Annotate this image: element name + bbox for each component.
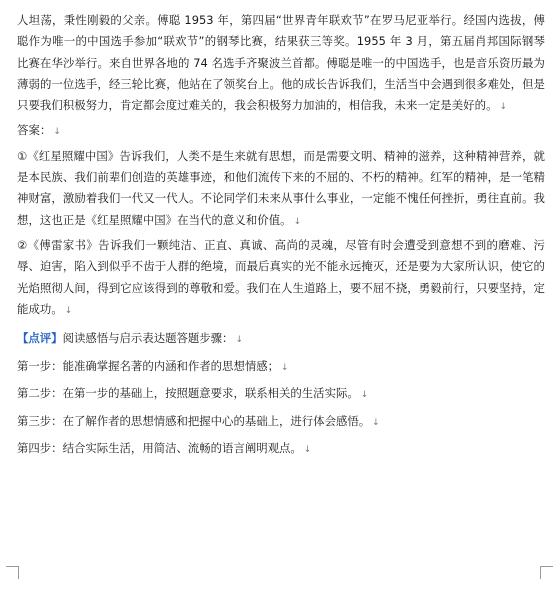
answer-heading <box>17 120 545 143</box>
answer-heading-text: 答案： <box>17 123 52 138</box>
answer-point-1-text: ①《红星照耀中国》告诉我们，人类不是生来就有思想，而是需要文明、精神的滋养，这种精神营养，就是本民族、我们前辈们创造的英雄事迹，和他们流传下来的不屈的、不朽的精神。红军的精神，是一笔精神财富，激励着我们一代又一代人。不论同学们未来从事什么事业，一定能不愧任何挫折，勇往直前。我想，这也正是《红星照耀中国》在当代的意义和价值。 <box>17 148 545 227</box>
page-corner-bottom-left-icon <box>6 566 19 579</box>
paragraph-mark-icon: ↓ <box>235 335 243 346</box>
step-line-1 <box>17 354 545 382</box>
step-line-4 <box>17 436 545 464</box>
answer-point-1 <box>17 146 545 233</box>
paragraph-mark-icon: ↓ <box>499 102 508 113</box>
paragraph-mark-icon: ↓ <box>360 390 369 401</box>
paragraph-mark-icon: ↓ <box>293 216 302 227</box>
step-line-2 <box>17 381 545 409</box>
step-text: 在了解作者的思想情感和把握中心的基础上，进行体会感悟。 <box>62 413 371 428</box>
story-paragraph <box>17 10 545 118</box>
step-text: 在第一步的基础上，按照题意要求，联系相关的生活实际。 <box>62 386 359 401</box>
paragraph-mark-icon: ↓ <box>303 445 312 456</box>
step-label: 第三步： <box>17 413 63 428</box>
answer-point-2-text: ②《傅雷家书》告诉我们一颗纯洁、正直、真诚、高尚的灵魂，尽管有时会遭受到意想不到的磨难、污辱、迫害，陷入到似乎不齿于人群的绝境，而最后真实的光不能永远掩灭，还是要为大家所认识，使它的光焰照彻人间，得到它应该得到的尊敬和爱。我们在人生道路上，要不屈不挠，勇毅前行，只要坚持，定能成功。 <box>17 237 545 316</box>
paragraph-mark-icon: ↓ <box>64 305 73 316</box>
comment-line <box>17 326 545 354</box>
comment-tag: 【点评】 <box>17 331 63 346</box>
step-label: 第二步： <box>17 386 63 401</box>
paragraph-mark-icon: ↓ <box>372 417 380 428</box>
step-text: 能准确掌握名著的内涵和作者的思想情感； <box>62 358 280 373</box>
step-label: 第四步： <box>17 441 63 456</box>
story-paragraph-text: 人坦荡，秉性刚毅的父亲。傅聪 1953 年，第四届“世界青年联欢节”在罗马尼亚举行。经国内选拔，傅聪作为唯一的中国选手参加“联欢节”的钢琴比赛，结果获三等奖。1955 年 3 月，第五届肖邦国际钢琴比赛在华沙举行。来自世界各地的 74 名选手齐聚波兰首都。傅聪是唯一的中国选手，也是音乐资历最为薄弱的一位选手，经三轮比赛，他站在了领奖台上。他的成长告诉我们，生活当中会遇到很多难处，但是只要我们积极努力，肯定都会度过难关的，我会积极努力加油的，相信我，未来一定是美好的。 <box>17 13 545 113</box>
document-body <box>17 10 545 464</box>
comment-text: 阅读感悟与启示表达题答题步骤： <box>62 331 234 346</box>
step-label: 第一步： <box>17 358 63 373</box>
paragraph-mark-icon: ↓ <box>53 127 61 138</box>
paragraph-mark-icon: ↓ <box>281 362 289 373</box>
page-corner-bottom-right-icon <box>540 566 553 579</box>
answer-point-2 <box>17 235 545 322</box>
step-line-3 <box>17 409 545 437</box>
step-text: 结合实际生活，用简洁、流畅的语言阐明观点。 <box>62 441 302 456</box>
